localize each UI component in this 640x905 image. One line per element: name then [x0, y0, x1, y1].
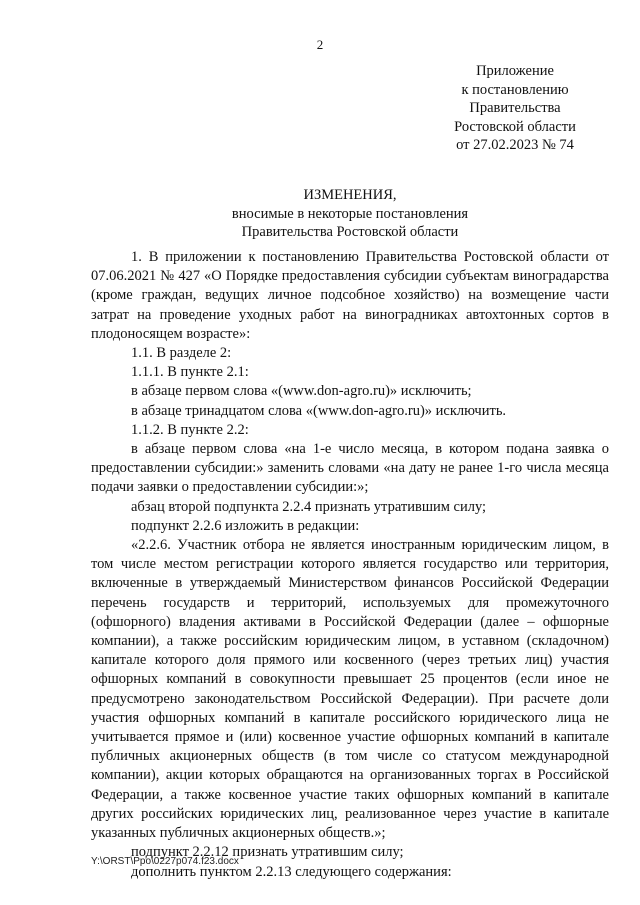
- title-subtitle: вносимые в некоторые постановления: [231, 205, 469, 222]
- paragraph: подпункт 2.2.6 изложить в редакции:: [131, 517, 360, 534]
- paragraph: дополнить пунктом 2.2.13 следующего содержания:: [131, 863, 452, 880]
- title-heading: ИЗМЕНЕНИЯ,: [303, 187, 397, 203]
- appendix-line: к постановлению: [461, 81, 569, 98]
- paragraph: 1.1.1. В пункте 2.1:: [131, 364, 249, 381]
- title-subtitle: Правительства Ростовской области: [241, 224, 459, 240]
- paragraph: 1. В приложении к постановлению Правительства Ростовской области от 07.06.2021 № 427 «О Порядке предоставления субсидии субъектам виноградарства (кроме граждан, ведущих личное подсобное хозяйство) на возмещение части затрат на проведение уходных работ на виноградниках автохтонных сортов в плодоносящем возрасте»:: [91, 249, 609, 342]
- paragraph: в абзаце первом слова «(www.don-agro.ru)» исключить;: [131, 383, 472, 400]
- document-body: [91, 248, 609, 882]
- paragraph: «2.2.6. Участник отбора не является иностранным юридическим лицом, в том числе местом регистрации которого является государство или территория, включенные в утверждаемый Министерством финансов Российской Федерации перечень государств и территорий, используемых для промежуточного (офшорного) владения активами в Российской Федерации (далее – офшорные компании), а также российским юридическим лицом, в уставном (складочном) капитале которого доля прямого или косвенного (через третьих лиц) участия офшорных компаний в совокупности превышает 25 процентов (если иное не предусмотрено законодательством Российской Федерации). При расчете доли участия офшорных компаний в капитале российского юридического лица не учитывается прямое и (или) косвенное участие офшорных компаний в капитале публичных акционерных обществ (в том числе со статусом международной компании), акции которых обращаются на организованных торгах в Российской Федерации, а также косвенное участие таких офшорных компаний в капитале других российских юридических лиц, реализованное через участие в капитале указанных публичных акционерных обществ.»;: [91, 537, 609, 842]
- appendix-line: Приложение: [476, 63, 554, 79]
- appendix-line: Ростовской области: [454, 118, 576, 135]
- paragraph: в абзаце тринадцатом слова «(www.don-agro.ru)» исключить.: [131, 402, 507, 419]
- appendix-line: от 27.02.2023 № 74: [456, 137, 574, 153]
- paragraph: 1.1. В разделе 2:: [131, 345, 232, 362]
- appendix-line: Правительства: [469, 100, 561, 116]
- paragraph: подпункт 2.2.12 признать утратившим силу;: [131, 844, 404, 861]
- page-number: 2: [316, 37, 324, 52]
- document-title: [0, 186, 640, 242]
- paragraph: 1.1.2. В пункте 2.2:: [131, 421, 249, 438]
- paragraph: абзац второй подпункта 2.2.4 признать утратившим силу;: [131, 498, 487, 515]
- appendix-block: [440, 62, 590, 155]
- paragraph: в абзаце первом слова «на 1-е число месяца, в котором подана заявка о предоставлении субсидии:» заменить словами «на дату не ранее 1-го числа месяца подачи заявки о предоставлении субсидии:»;: [91, 441, 609, 496]
- file-path-footer: Y:\ORST\Ppo\0227p074.f23.docx: [91, 856, 239, 867]
